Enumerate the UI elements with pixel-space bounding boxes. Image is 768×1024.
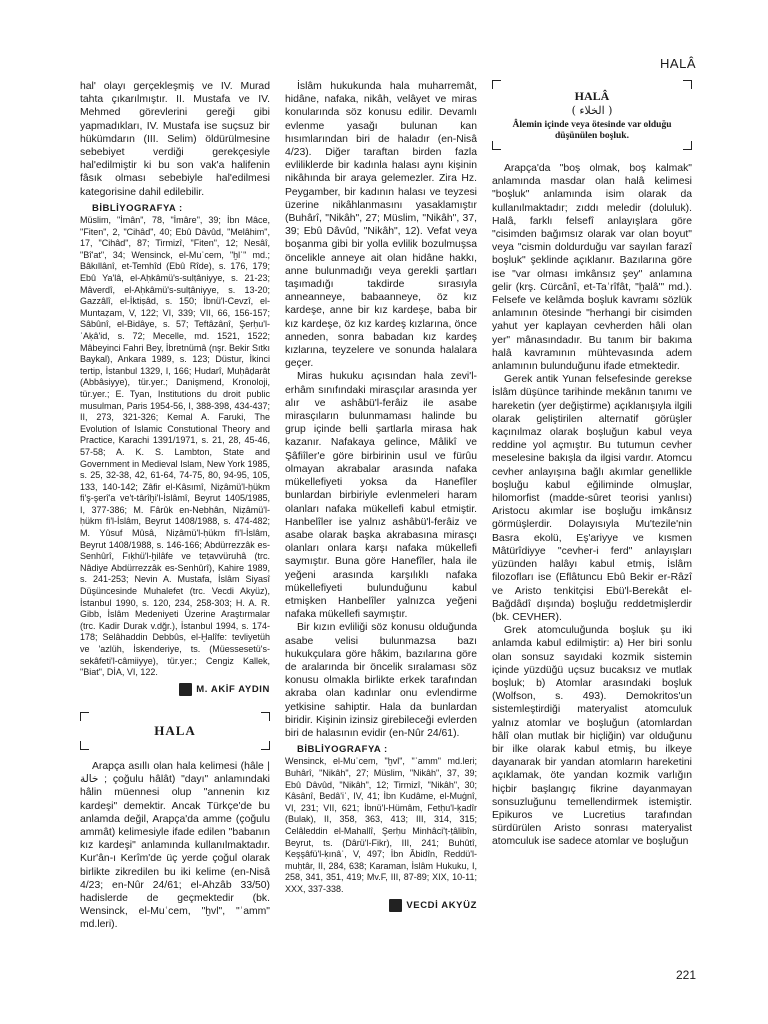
paragraph: Miras hukuku açısından hala zevi'l-erhâm sınıfındaki mirasçılar arasında yer alır ve ashâbü'l-ferâiz ile asabe mirasçıların bulunmaması halinde bu grup içinde belli şartlarla mirasa hak kazanır. Nafakaya gelince, Mâlikî ve Şâfiîler'e göre birbirinin usul ve fürûu olmayan akrabalar arasında nafaka mükellefiyeti yoksa da Hanefîler bunlardan birbiriyle evlenmeleri haram olanları nafaka mükellefi kabul etmiştir. Hanbelîler ise yalnız ashâbü'l-ferâiz ve asabe olarak başka akrabasına mirasçı olanları onlara karşı nafaka mükellefi saymıştır. Buna göre Hanefîler, hala ile yeğeni arasında karşılıklı nafaka mükellefiyeti bulunduğunu kabul etmişken Hanbelîler yalnızca yeğeni nafaka mükellefi saymıştır. (285, 371, 477, 621)
article-heading: HALÂ (574, 89, 610, 103)
paragraph: Bir kızın evliliği söz konusu olduğunda asabe velisi bulunmazsa bazı hukukçulara göre hâkim, bazılarına göre de aralarında bir öncelik sıralaması söz konusu olmakla birlikte erkek tarafından akraba olan kadınlar onu evlendirme yetkisine sahiptir. Hala da bunlardan biridir. Kişinin izinsiz girebileceği evlerden biri de halasının evidir (en-Nûr 24/61). (285, 622, 477, 739)
bibliography-heading: BİBLİYOGRAFYA : (92, 202, 183, 214)
paragraph: Gerek antik Yunan felsefesinde gerekse İslâm düşünce tarihinde mekânın tanımı ve hareketin (yer değiştirme) açıklanışıyla ilgili olarak geliştirilen alternatif görüşler kaçınılmaz olarak boşluğun kabul veya reddine yol açmıştır. Bu tutumun cevher meselesine bakışla da ilgisi vardır. Atomcu cevher anlayışına bağlı akımlar genellikle boşluğu kabul eğiliminde olmuşlar, hilomorfist (madde-sûret teorisi yanlısı) Aristocu akımlar ise boşluğu imkânsız görmüşlerdir. Dolayısıyla Mu'tezile'nin Basra ekolü, Eş'ariyye ve kısmen Mâtürîdiyye "cevher-i ferd" anlayışları yüzünden halâyı kabul etmiş, İslâm filozofları ise (Eflâtuncu Ebû Bekir er-Râzî ve Aristo tenkitçisi Ebü'l-Berekât el-Bağdâdî dışında) boşluğu reddetmişlerdir (bk. CEVHER). (492, 374, 692, 623)
author-icon (179, 683, 192, 696)
author-name: M. AKİF AYDIN (196, 683, 270, 695)
bibliography-heading: BİBLİYOGRAFYA : (297, 744, 388, 756)
author-signature (80, 683, 270, 696)
paragraph: Arapça asıllı olan hala kelimesi (hâle | خالة ; çoğulu hâlât) "dayı" anlamındaki hâlin müennesi olup "annenin kız kardeşi" demektir. Ancak Türkçe'de bu anlamda değil, Arapça'da amme (çoğulu ammât) kelimesiyle ifade edilen "babanın kız kardeşi" anlamında kullanılmaktadır. Kur'ân-ı Kerîm'de üç yerde çoğul olarak birlikte zikredilen bu iki kelime (en-Nisâ 4/23; en-Nûr 24/61; el-Ahzâb 33/50) hadislerde de geçmektedir (bk. Wensinck, el-Muʿcem, "ḫvl", "ʿamm" md.leri). (80, 761, 270, 931)
paragraph: hal' olayı gerçekleşmiş ve IV. Murad tahta çıkarılmıştır. II. Mustafa ve IV. Mehmed görevlerini gereği gibi yapmadıkları, IV. Mustafa ise suçsuz bir hükümdarın (III. Selim) öldürülmesine sebebiyet verdiği gerekçesiyle hal'edilmiştir ki bu son vak'a halifenin fâsık olması sebebiyle hal'edilmesi kategorisine dahil edilebilir. (80, 81, 270, 198)
author-icon (389, 899, 402, 912)
column-3 (492, 80, 692, 849)
author-signature (285, 899, 477, 912)
article-heading-box (80, 712, 270, 750)
running-head: HALÂ (660, 56, 696, 71)
column-1 (80, 80, 270, 932)
column-2 (285, 80, 477, 913)
article-heading-arabic: ( الخلاء ) (571, 104, 613, 118)
bibliography: Müslim, "İmân", 78, "İmâre", 39; İbn Mâce, "Fiten", 2, "Cihâd", 40; Ebû Dâvûd, "Melâhim", 17, "Cihâd", 87; Tirmizî, "Fiten", 12; Nesâî, "Bî'at", 34; Wensinck, el-Muʿcem, "ḫlʿ" md.; Bâkıllânî, et-Temhîd (Ebû Rîde), s. 176, 179; Ebû Ya'lâ, el-Aḥkâmü's-sulṭâniyye, s. 21-23; Mâverdî, el-Aḥkâmü's-sulṭâniyye, s. 13-20; Gazzâlî, el-İktiṣâd, s. 150; İbnü'l-Cevzî, el-Muntaẓam, V, 122; VI, 339; VII, 66, 156-157; Sâbûnî, el-Bidâye, s. 57; Teftâzânî, Şerḥu'l-ʿAḳâ'id, s. 72; Mecelle, md. 1521, 1522; Mâbeyinci Fahri Bey, İbretnümâ (nşr. Bekir Sıtkı Baykal), Ankara 1989, s. 123; Düstur, İkinci tertip, İstanbul 1329, I, 166; Hudarî, Muḥâḍarât (Abbâsiyye), tür.yer.; Danişmend, Kronoloji, tür.yer.; E. Tyan, Institutions du droit public musulman, Paris 1954-56, I, 388-398, 434-437; II, 273, 321-326; Kemal A. Faruki, The Evolution of Islamic Constutional Theory and Practice, Karachi 1391/1971, s. 21, 28, 45-46, 57-58; A. K. S. Lambton, State and Government in Medieval Islam, New York 1985, s. 25, 32-38, 42, 61-64, 74-75, 80, 94-95, 105, 133, 140-142; Zâfir el-Kâsımî, Niẓâmü'l-ḥükm fi'ş-şerî'a ve't-târîḫi'l-İslâmî, Beyrut 1405/1985, I, 377-386; M. Fârûk en-Nebhân, Niẓâmü'l-ḥükm fi'l-İslâm, Beyrut 1408/1988, s. 474-482; M. Yûsuf Mûsâ, Niẓâmü'l-ḥükm fi'l-İslâm, Beyrut 1408/1988, s. 146-166; Abdürrezzâk es-Senhûrî, Fıḳhü'l-ḫilâfe ve teṭavvüruhâ (trc. Nâdiye Abdürrezzâk es-Senhûrî), Kahire 1989, s. 241-253; Nevin A. Mustafa, İslâm Siyasî Düşüncesinde Muhalefet (trc. Vecdi Akyüz), İstanbul 1990, s. 120, 234, 258-303; H. A. R. Gibb, İslâm Medeniyeti Üzerine Araştırmalar (trc. Kadir Durak v.dğr.), İstanbul 1994, s. 174-178; Selâhaddin Debbûs, el-Ḫalîfe: tevliyetüh ve 'azlüh, İskenderiye, ts. (Müessesetü's-sekâfeti'l-câmiiyye), tür.yer.; Cengiz Kallek, "Biat", DİA, VI, 122. (80, 215, 270, 678)
article-subtitle: Âlemin içinde veya ötesinde var olduğu düşünülen boşluk. (512, 120, 672, 142)
article-heading: HALA (154, 723, 196, 738)
paragraph: Arapça'da "boş olmak, boş kalmak" anlamında masdar olan halâ kelimesi "boşluk" anlamında isim olarak da kullanılmaktadır; zıddı meledir (doluluk). Halâ, farklı felsefî anlayışlara göre "cisimden bağımsız olarak var olan boyut" veya "cismin doldurduğu var sayılan farazî boşluk" şeklinde açıklanır. Bazılarına göre ise "var olması imkânsız şey" anlamına gelir (krş. Cürcânî, et-Taʿrîfât, "ḫalâ'" md.). Felsefe ve kelâmda boşluk kavramı sözlük anlamının ötesinde "herhangi bir cisimden yahut yer kaplayan cevherden hâli olan yer" mânasındadır. Bu tanım bir bakıma halâ kavramının mühtevasında adem anlamının bulunduğunu ifade etmektedir. (492, 163, 692, 373)
bibliography: Wensinck, el-Muʿcem, "ḫvl", "ʿamm" md.leri; Buhârî, "Nikâh", 27; Müslim, "Nikâh", 37, 39; Ebû Dâvûd, "Nikâh", 12; Tirmizî, "Nikâh", 30; Kâsânî, Bedâ'iʿ, IV, 41; İbn Kudâme, el-Muġnî, VI, 231; VII, 621; İbnü'l-Hümâm, Fetḥu'l-ḳadîr (Bulak), II, 358, 363, 413; III, 314, 315; Celâleddin el-Mahallî, Şerḥu Minhâci'ṭ-ṭâlibîn, Beyrut, ts. (Dârü'l-Fikr), III, 241; Buhûtî, Keşşâfü'l-ḳınâʿ, V, 497; İbn Âbidîn, Reddü'l-muḥtâr, II, 284, 638; Karaman, İslâm Hukuku, I, 258, 341, 351, 419; Mv.F, III, 87-89; XIX, 10-11; XXX, 337-338. (285, 756, 477, 894)
paragraph: Grek atomculuğunda boşluk şu iki anlamda kabul edilmiştir: a) Her biri sonlu olan sonsuz sayıdaki kozmik sistemin içinde yüzdüğü uçsuz bucaksız ve mutlak boşluk; b) Atomlar arasındaki boşluk (Wolfson, s. 493). Demokritos'un sistemleştirdiği materyalist atomculuk yalnız atomlar ve boşluğun (atomlardan hâlî olan mutlak bir hiçliğin) var olduğunu bir ilke olarak kabul etmiş, bu ilkeye dayanarak bir yandan atomların hareketini açıklamak, öte yandan kozmik varlığın hiçbir başlangıç fikrine dayanmayan sonsuzluğunu temellendirmek istemiştir. Epikuros ve Lucretius tarafından sürdürülen Aristo sonrası materyalist atomculuk ise sadece atomlar ve boşluğun (492, 625, 692, 848)
page-number: 221 (675, 968, 696, 982)
author-name: VECDİ AKYÜZ (406, 900, 477, 912)
article-heading-box (492, 80, 692, 150)
paragraph: İslâm hukukunda hala muharremât, hidâne, nafaka, nikâh, velâyet ve miras konularında söz konusu edilir. Devamlı evlenme yasağı bulunan kan hısımlarından biri de haladır (en-Nisâ 4/23). Diğer taraftan birden fazla evliliklerde bir kadınla halası aynı kişinin nikâhında bir araya gelemezler. Zira Hz. Peygamber, bir kadının halası ve teyzesi üzerine nikâhlanmasını yasaklamıştır (Buhârî, "Nikâh", 27; Müslim, "Nikâh", 37, 39; Ebû Dâvûd, "Nikâh", 12). Vefat veya boşanma gibi bir yolla evlilik bozulmuşsa öncelikle anneye ait olan hidâne hakkı, anne bulunmadığı veya gerekli şartları taşımadığı takdirde sırasıyla anneanneye, babaanneye, öz kız kardeşe, anne bir kız kardeşe, baba bir kız kardeşe, öz kız kardeş kızlarına, önce anneden, sonra babadan kız kardeş kızlarına, teyzelere ve sonunda halalara geçer. (285, 81, 477, 370)
